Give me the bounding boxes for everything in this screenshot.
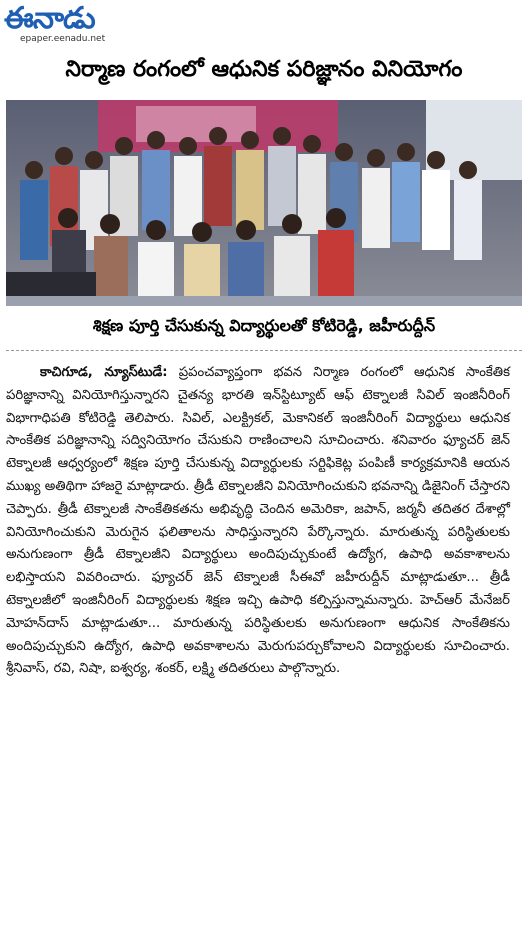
masthead [4,2,134,50]
eenadu-logo: ఈనాడు [4,1,95,36]
dateline: కాచిగూడ, న్యూస్‌టుడే: [40,365,168,380]
epaper-url: epaper.eenadu.net [20,34,106,44]
article-body [6,362,510,681]
article-text: ప్రపంచవ్యాప్తంగా భవన నిర్మాణ రంగంలో ఆధునిక సాంకేతిక పరిజ్ఞానాన్ని వినియోగిస్తున్నారని చైతన్య భారతి ఇన్‌స్టిట్యూట్ ఆఫ్ టెక్నాలజీ సివిల్ ఇంజినీరింగ్ విభాగాధిపతి కోటిరెడ్డి తెలిపారు. సివిల్, ఎలక్ట్రికల్, మెకానికల్ ఇంజినీరింగ్ విద్యార్థులు ఆధునిక సాంకేతిక పరిజ్ఞానాన్ని సద్వినియోగం చేసుకుని రాణించాలని సూచించారు. శనివారం ఫ్యూచర్ జెన్ టెక్నాలజీ ఆధ్వర్యంలో శిక్షణ పూర్తి చేసుకున్న విద్యార్థులకు సర్టిఫికెట్ల పంపిణీ కార్యక్రమానికి ఆయన ముఖ్య అతిథిగా హాజరై మాట్లాడారు. త్రీడీ టెక్నాలజీని వినియోగించుకుని భవనాన్ని డిజైనింగ్ చేస్తారని చెప్పారు. త్రీడీ టెక్నాలజీ సాంకేతికతను అభివృద్ధి చెందిన అమెరికా, జపాన్, జర్మనీ తదితర దేశాల్లో వినియోగించుకుని మెరుగైన ఫలితాలను సాధిస్తున్నారని పేర్కొన్నారు. మారుతున్న పరిస్థితులకు అనుగుణంగా త్రీడీ టెక్నాలజీని విద్యార్థులు అందిపుచ్చుకుంటే ఉద్యోగ, ఉపాధి అవకాశాలను లభిస్తాయని వివరించారు. ఫ్యూచర్ జెన్ టెక్నాలజీ సీఈవో జహీరుద్దీన్ మాట్లాడుతూ... త్రీడీ టెక్నాలజీలో ఇంజినీరింగ్ విద్యార్థులకు శిక్షణ ఇచ్చి ఉపాధి కల్పిస్తున్నామన్నారు. హెచ్‌ఆర్ మేనేజర్ మోహన్‌దాస్ మాట్లాడుతూ... మారుతున్న పరిస్థితులకు అనుగుణంగా ఆధునిక సాంకేతికను అందిపుచ్చుకుని ఉద్యోగ, ఉపాధి అవకాశాలను మెరుగుపర్చుకోవాలని విద్యార్థులకు సూచించారు. శ్రీనివాస్, రవి, నిషా, ఐశ్వర్య, శంకర్, లక్ష్మి తదితరులు పాల్గొన్నారు. [6,365,510,677]
article-headline: నిర్మాణ రంగంలో ఆధునిక పరిజ్ఞానం వినియోగం [65,57,463,82]
divider [6,350,522,351]
photo-caption: శిక్షణ పూర్తి చేసుకున్న విద్యార్థులతో కోటిరెడ్డి, జహీరుద్దీన్ [92,315,436,335]
group-photo [6,100,522,306]
group-photo-illustration [6,100,522,306]
article-paragraph [6,362,510,681]
